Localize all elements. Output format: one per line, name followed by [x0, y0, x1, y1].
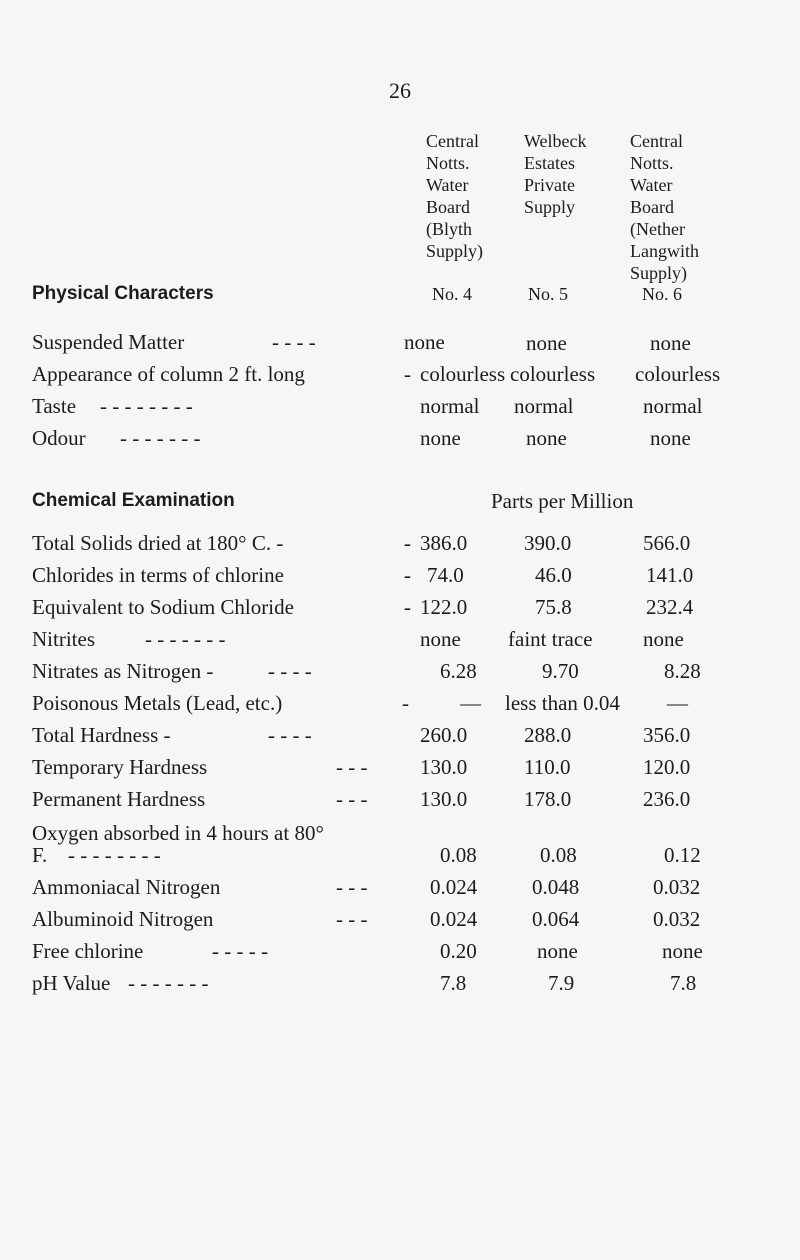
row-label: Total Hardness - [32, 723, 171, 747]
row-leader: - - - - - - - - [100, 394, 193, 418]
cell-no5: normal [514, 394, 574, 418]
cell-no4: 0.024 [430, 875, 478, 899]
row-leader: - [402, 691, 409, 715]
row-leader: - - - - - - - [120, 426, 201, 450]
row-leader: - - - [336, 907, 368, 931]
cell-no6: normal [643, 394, 703, 418]
row-label: Equivalent to Sodium Chloride [32, 595, 294, 619]
row-label: Chlorides in terms of chlorine [32, 563, 284, 587]
cell-no4: none [420, 627, 461, 651]
row-leader: - - - [336, 755, 368, 779]
cell-no4: 6.28 [440, 659, 477, 683]
cell-no4: 7.8 [440, 971, 467, 995]
column-header-line: Notts. [426, 153, 470, 173]
cell-no6: 356.0 [643, 723, 691, 747]
row-label: pH Value [32, 971, 111, 995]
cell-no6: 236.0 [643, 787, 691, 811]
cell-no5: 110.0 [524, 755, 571, 779]
cell-no4: 260.0 [420, 723, 468, 747]
row-leader: - - - - [272, 330, 316, 354]
column-header-line: Board [426, 197, 470, 217]
column-header-line: Langwith [630, 241, 699, 261]
cell-no6: 141.0 [646, 563, 694, 587]
cell-no5: 7.9 [548, 971, 575, 995]
row-label-continuation: F. [32, 843, 48, 867]
cell-no6: 0.032 [653, 875, 701, 899]
cell-no4: none [420, 426, 461, 450]
row-leader: - - - - - - - - [68, 843, 161, 867]
cell-no5: faint trace [508, 627, 593, 651]
column-header-line: (Nether [630, 219, 685, 239]
column-header-no4 [426, 130, 483, 262]
cell-no5: 0.08 [540, 843, 577, 867]
column-header-line: Supply) [630, 263, 688, 283]
column-header-line: Notts. [630, 153, 674, 173]
row-leader: - [404, 563, 411, 587]
row-leader: - - - [336, 787, 368, 811]
column-header-line: Water [630, 175, 673, 195]
row-leader: - - - - [268, 723, 312, 747]
column-header-no5 [524, 130, 587, 218]
row-label: Nitrates as Nitrogen - [32, 659, 214, 683]
cell-no4: — [460, 691, 481, 715]
column-number-no6: No. 6 [642, 284, 682, 304]
row-label: Total Solids dried at 180° C. - [32, 531, 284, 555]
row-label: Ammoniacal Nitrogen [32, 875, 221, 899]
cell-no4: colourless [420, 362, 506, 386]
cell-no5: none [526, 426, 567, 450]
row-leader: - - - - - - - [128, 971, 209, 995]
row-leader: - - - - - - - [145, 627, 226, 651]
cell-no6: 120.0 [643, 755, 691, 779]
column-number-no5: No. 5 [528, 284, 568, 304]
column-header-line: Supply [524, 197, 576, 217]
cell-no6: 566.0 [643, 531, 691, 555]
row-label: Permanent Hardness [32, 787, 206, 811]
row-label: Odour [32, 426, 86, 450]
column-header-no6 [630, 130, 699, 284]
cell-no4: 74.0 [427, 563, 464, 587]
column-header-line: Central [630, 131, 683, 151]
cell-no5: 75.8 [535, 595, 572, 619]
row-label: Oxygen absorbed in 4 hours at 80° [32, 821, 324, 845]
cell-no6: 232.4 [646, 595, 694, 619]
row-leader: - - - - - [212, 939, 268, 963]
column-header-line: (Blyth [426, 219, 473, 239]
cell-no4: 0.20 [440, 939, 477, 963]
row-label: Temporary Hardness [32, 755, 208, 779]
cell-no5: 0.048 [532, 875, 580, 899]
row-leader: - - - [336, 875, 368, 899]
column-number-no4: No. 4 [432, 284, 472, 304]
cell-no5: none [537, 939, 578, 963]
row-leader: - - - - [268, 659, 312, 683]
cell-no6: 0.12 [664, 843, 701, 867]
cell-no6: 7.8 [670, 971, 697, 995]
row-label: Appearance of column 2 ft. long [32, 362, 305, 386]
cell-no4: none [404, 330, 445, 354]
cell-no5: colourless [510, 362, 596, 386]
cell-no6: colourless [635, 362, 721, 386]
cell-no4: 130.0 [420, 755, 468, 779]
cell-no6: none [650, 331, 691, 355]
row-label: Nitrites [32, 627, 95, 651]
cell-no6: 8.28 [664, 659, 701, 683]
column-header-line: Water [426, 175, 469, 195]
cell-no4: 0.08 [440, 843, 477, 867]
cell-no5: 288.0 [524, 723, 572, 747]
chemical-section-heading: Chemical Examination [32, 490, 235, 511]
cell-no4: normal [420, 394, 480, 418]
row-leader: - [404, 531, 411, 555]
row-label: Free chlorine [32, 939, 144, 963]
column-header-line: Estates [524, 153, 575, 173]
row-label: Taste [32, 394, 77, 418]
page-number: 26 [389, 78, 411, 103]
row-label: Poisonous Metals (Lead, etc.) [32, 691, 283, 715]
cell-no4: 130.0 [420, 787, 468, 811]
cell-no4: 386.0 [420, 531, 468, 555]
cell-no6: — [667, 691, 688, 715]
row-leader: - [404, 595, 411, 619]
row-leader: - [404, 362, 411, 386]
cell-no5: less than 0.04 [505, 691, 620, 715]
cell-no6: none [650, 426, 691, 450]
column-header-line: Private [524, 175, 575, 195]
cell-no6: 0.032 [653, 907, 701, 931]
cell-no5: 178.0 [524, 787, 572, 811]
physical-section-heading: Physical Characters [32, 283, 214, 304]
cell-no5: none [526, 331, 567, 355]
column-header-line: Central [426, 131, 479, 151]
row-label: Suspended Matter [32, 330, 185, 354]
cell-no6: none [643, 627, 684, 651]
cell-no5: 9.70 [542, 659, 579, 683]
cell-no4: 122.0 [420, 595, 468, 619]
cell-no4: 0.024 [430, 907, 478, 931]
cell-no5: 0.064 [532, 907, 580, 931]
column-header-line: Board [630, 197, 674, 217]
cell-no5: 390.0 [524, 531, 572, 555]
cell-no5: 46.0 [535, 563, 572, 587]
row-label: Albuminoid Nitrogen [32, 907, 214, 931]
units-label: Parts per Million [491, 489, 634, 513]
cell-no6: none [662, 939, 703, 963]
column-header-line: Supply) [426, 241, 484, 261]
column-header-line: Welbeck [524, 131, 587, 151]
